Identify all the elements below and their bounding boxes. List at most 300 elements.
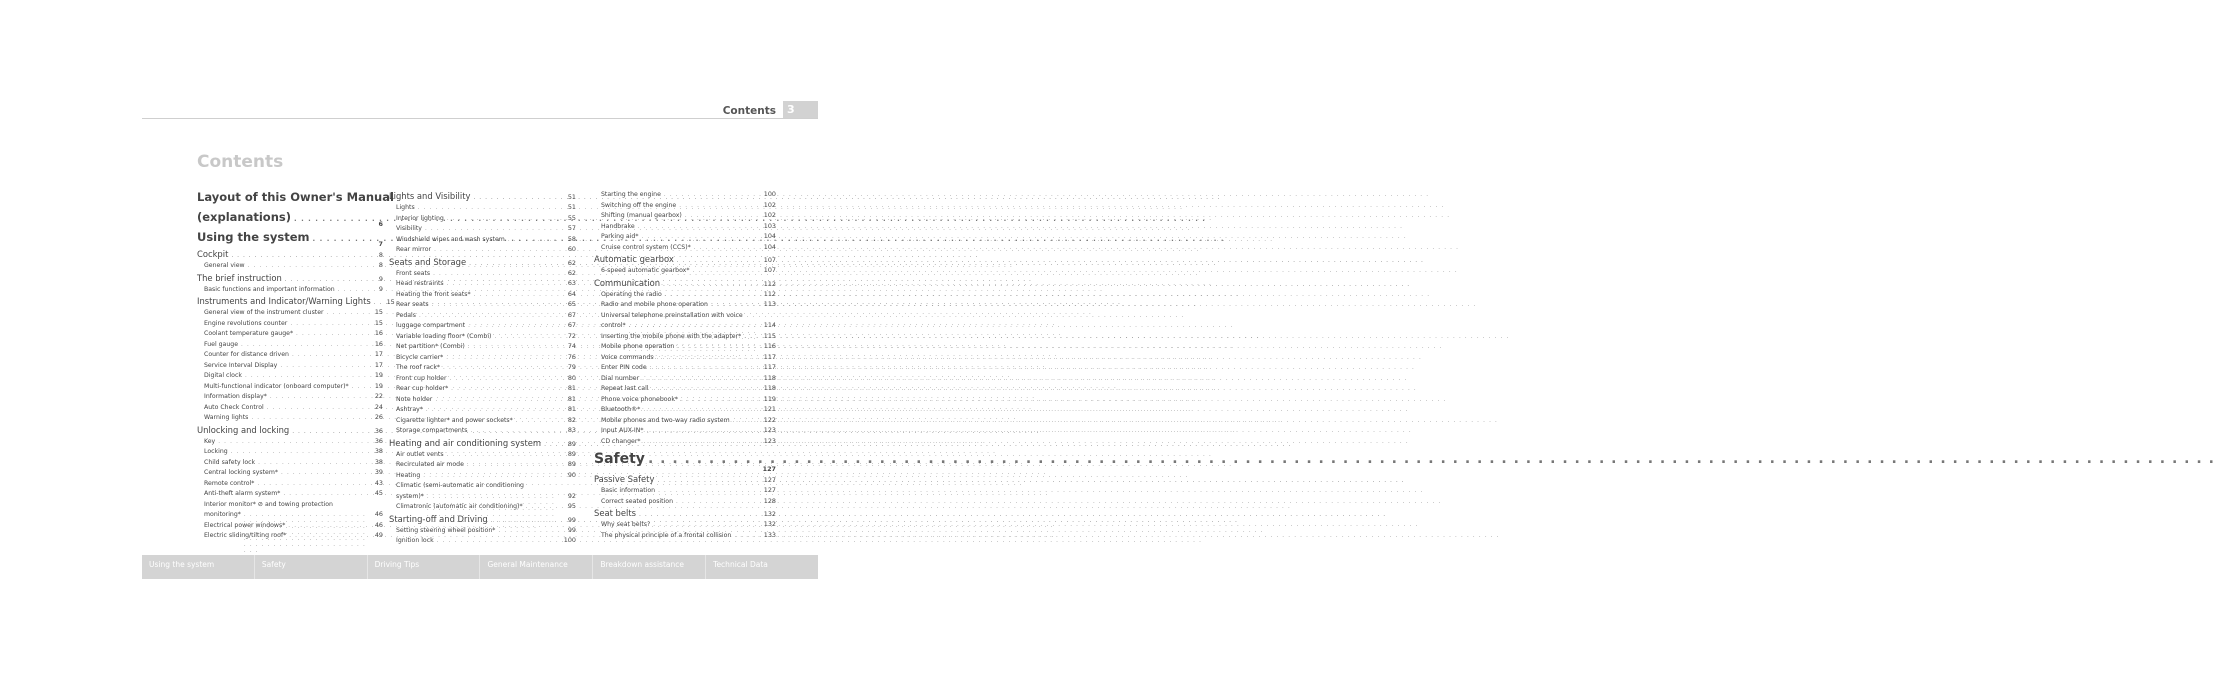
toc-page-number: 104 xyxy=(763,232,776,240)
toc-column-2 xyxy=(389,190,576,547)
leader-dots xyxy=(508,237,559,243)
toc-page-number: 102 xyxy=(763,211,776,219)
toc-entry-label: The roof rack* xyxy=(396,364,441,371)
toc-entry[interactable] xyxy=(594,486,776,497)
toc-entry[interactable] xyxy=(594,311,776,332)
toc-entry-label: Rear mirror xyxy=(396,246,432,253)
toc-entry-label: Engine revolutions counter xyxy=(204,319,288,327)
toc-entry[interactable] xyxy=(594,405,776,416)
toc-entry-label: Parking aid* xyxy=(601,233,639,240)
toc-entry[interactable] xyxy=(389,481,576,502)
toc-page-number: 128 xyxy=(763,496,776,505)
toc-entry-label: Using the system xyxy=(197,230,310,244)
leader-dots xyxy=(643,407,759,413)
toc-entry-label: Cigarette lighter* and power sockets* xyxy=(396,416,513,424)
toc-page-number: 81 xyxy=(567,405,576,413)
toc-entry[interactable] xyxy=(389,311,576,322)
toc-entry-label: Instruments and Indicator/Warning Lights xyxy=(197,296,371,306)
toc-entry-label: Air outlet vents xyxy=(396,450,444,458)
leader-dots xyxy=(245,373,366,379)
toc-entry[interactable] xyxy=(389,269,576,280)
toc-entry[interactable] xyxy=(594,266,776,277)
toc-page-number: 114 xyxy=(763,321,776,329)
toc-entry[interactable] xyxy=(197,458,383,469)
toc-entry[interactable] xyxy=(389,279,576,290)
toc-entry[interactable] xyxy=(389,214,576,225)
leader-dots xyxy=(289,533,366,539)
toc-entry[interactable] xyxy=(197,329,383,340)
leader-dots xyxy=(491,517,559,524)
leader-dots xyxy=(434,247,559,253)
toc-page-number: 132 xyxy=(763,520,776,528)
toc-page-number: 116 xyxy=(763,342,776,350)
toc-page-number: 81 xyxy=(567,384,576,392)
leader-dots xyxy=(423,473,559,479)
toc-entry[interactable] xyxy=(594,342,776,353)
toc-entry-label: Storage compartments xyxy=(396,427,468,434)
toc-entry[interactable] xyxy=(389,384,576,395)
toc-page-number: 64 xyxy=(567,289,576,298)
toc-section-heading[interactable] xyxy=(389,438,576,450)
leader-dots xyxy=(251,415,366,421)
toc-entry-label-line1: Universal telephone preinstallation with voice xyxy=(601,311,743,319)
toc-entry[interactable] xyxy=(197,479,383,490)
toc-entry-label: Central locking system* xyxy=(204,469,278,476)
toc-entry[interactable] xyxy=(594,300,776,311)
leader-dots xyxy=(292,428,366,435)
tab-using-the-system[interactable]: Using the system xyxy=(142,555,255,579)
leader-dots xyxy=(734,533,759,539)
toc-page-number: 119 xyxy=(763,394,776,403)
toc-section-heading[interactable] xyxy=(594,508,776,520)
toc-entry[interactable] xyxy=(594,520,776,531)
leader-dots xyxy=(446,355,559,361)
toc-page-number: 36 xyxy=(374,426,383,435)
leader-dots xyxy=(296,331,366,337)
toc-entry[interactable] xyxy=(197,437,383,448)
toc-page-number: 15 xyxy=(386,298,395,306)
toc-entry-label: Counter for distance driven xyxy=(204,351,289,358)
toc-section-heading[interactable] xyxy=(594,254,776,266)
header-divider xyxy=(142,118,818,119)
toc-page-number: 45 xyxy=(374,489,383,497)
toc-entry-label: Unlocking and locking xyxy=(197,424,290,435)
header-title: Contents xyxy=(722,105,776,117)
leader-dots xyxy=(677,344,759,350)
toc-entry-label: Key xyxy=(204,437,216,445)
toc-entry[interactable] xyxy=(389,353,576,364)
toc-entry[interactable] xyxy=(389,290,576,301)
toc-entry[interactable] xyxy=(389,321,576,332)
toc-section-heading[interactable] xyxy=(197,273,383,285)
toc-entry-label: 6-speed automatic gearbox* xyxy=(601,267,690,274)
toc-entry[interactable] xyxy=(389,416,576,427)
toc-page-number: 43 xyxy=(374,478,383,487)
toc-page-number: 17 xyxy=(374,360,383,369)
toc-entry-label: Shifting (manual gearbox) xyxy=(601,212,682,219)
toc-page-number: 81 xyxy=(567,394,576,403)
toc-entry-label: (explanations) xyxy=(197,210,291,224)
toc-entry-label: control* xyxy=(601,322,626,329)
toc-entry[interactable] xyxy=(197,521,383,532)
tab-general-maintenance[interactable]: General Maintenance xyxy=(480,555,593,579)
toc-section-heading[interactable] xyxy=(197,210,383,228)
toc-entry[interactable] xyxy=(197,392,383,403)
leader-dots xyxy=(685,213,759,219)
toc-entry[interactable] xyxy=(197,361,383,372)
toc-entry[interactable] xyxy=(594,211,776,222)
toc-page-number: 76 xyxy=(567,352,576,361)
toc-page-number: 8 xyxy=(378,251,383,259)
leader-dots xyxy=(516,418,559,424)
leader-dots xyxy=(494,334,559,340)
toc-section-heading[interactable] xyxy=(389,514,576,526)
toc-entry-label: Mobile phones and two-way radio system xyxy=(601,416,730,424)
leader-dots xyxy=(643,439,759,445)
toc-entry-label: Setting steering wheel position* xyxy=(396,526,496,534)
toc-page-number: 113 xyxy=(763,300,776,308)
leader-dots xyxy=(426,407,559,413)
toc-entry[interactable] xyxy=(594,243,776,254)
leader-dots xyxy=(443,365,559,371)
toc-page-number: 9 xyxy=(378,284,383,293)
toc-page-number: 103 xyxy=(763,221,776,230)
toc-entry-label: Electric sliding/tilting roof* xyxy=(204,532,287,539)
toc-entry-label: Head restraints xyxy=(396,280,444,287)
toc-entry[interactable] xyxy=(594,531,776,542)
leader-dots xyxy=(432,302,559,308)
toc-page-number: 107 xyxy=(763,256,776,264)
toc-section-heading[interactable] xyxy=(594,278,776,290)
toc-page-number: 72 xyxy=(567,331,576,340)
toc-page-number: 9 xyxy=(378,274,383,283)
toc-page-number: 132 xyxy=(763,510,776,518)
toc-page-number: 49 xyxy=(374,531,383,539)
toc-entry[interactable] xyxy=(197,308,383,319)
leader-dots xyxy=(231,449,366,455)
toc-entry-label: The brief instruction xyxy=(197,272,282,283)
leader-dots xyxy=(681,397,759,403)
toc-entry[interactable] xyxy=(389,471,576,482)
leader-dots xyxy=(468,344,559,350)
toc-page-number: 55 xyxy=(567,213,576,222)
toc-entry[interactable] xyxy=(389,332,576,343)
leader-dots xyxy=(288,523,366,529)
leader-dots xyxy=(374,299,378,306)
toc-page-number: 127 xyxy=(762,465,776,473)
toc-section-heading[interactable] xyxy=(197,190,394,208)
toc-entry[interactable] xyxy=(389,300,576,311)
toc-section-heading[interactable] xyxy=(594,451,776,473)
toc-entry-label: Correct seated position xyxy=(601,497,674,505)
toc-entry-label: General view of the instrument cluster xyxy=(204,309,324,316)
toc-entry-label: Starting-off and Driving xyxy=(389,513,488,524)
leader-dots xyxy=(744,334,759,340)
tab-safety[interactable]: Safety xyxy=(255,555,368,579)
toc-section-heading[interactable] xyxy=(594,474,776,486)
leader-dots xyxy=(327,310,366,316)
toc-page-number: 123 xyxy=(763,426,776,434)
page-title: Contents xyxy=(197,152,284,172)
toc-page-number: 100 xyxy=(563,536,576,544)
leader-dots xyxy=(733,418,759,424)
toc-column-3 xyxy=(594,190,776,541)
toc-page-number: 38 xyxy=(374,447,383,455)
toc-entry[interactable] xyxy=(389,502,576,513)
leader-dots xyxy=(664,192,759,198)
toc-section-heading[interactable] xyxy=(389,191,576,203)
toc-entry[interactable] xyxy=(594,201,776,212)
leader-dots xyxy=(694,245,759,251)
toc-page-number: 79 xyxy=(567,363,576,371)
toc-page-number: 123 xyxy=(763,436,776,445)
leader-dots xyxy=(447,216,559,222)
toc-entry-label: Remote control* xyxy=(204,479,255,487)
toc-page-number: 51 xyxy=(567,193,576,201)
toc-entry-label-line1: Climatic (semi-automatic air conditioning xyxy=(396,482,524,489)
leader-dots xyxy=(433,271,559,277)
toc-page-number: 15 xyxy=(374,308,383,316)
toc-entry-label: Inserting the mobile phone with the adapter* xyxy=(601,332,742,340)
toc-entry[interactable] xyxy=(197,531,383,542)
toc-entry-label: luggage compartment xyxy=(396,322,466,329)
toc-entry-label: Phone voice phonebook* xyxy=(601,395,679,403)
toc-entry[interactable] xyxy=(389,536,576,547)
toc-page-number: 112 xyxy=(763,279,776,288)
toc-section-heading[interactable] xyxy=(197,230,383,248)
toc-entry-label: Cockpit xyxy=(197,249,229,259)
tab-technical-data[interactable]: Technical Data xyxy=(713,560,768,569)
toc-entry[interactable] xyxy=(594,222,776,233)
toc-page-number: 99 xyxy=(567,515,576,524)
toc-entry-line2 xyxy=(601,321,776,332)
toc-page-number: 16 xyxy=(374,329,383,337)
leader-dots xyxy=(257,481,366,487)
toc-entry[interactable] xyxy=(594,363,776,374)
toc-page-number: 36 xyxy=(374,436,383,445)
toc-page-number: 118 xyxy=(763,373,776,382)
toc-page-number: 46 xyxy=(374,510,383,518)
leader-dots xyxy=(642,376,759,382)
toc-entry[interactable] xyxy=(197,413,383,424)
toc-entry[interactable] xyxy=(197,403,383,414)
leader-dots xyxy=(248,263,366,269)
toc-entry-label: General view xyxy=(204,262,245,269)
tab-breakdown-assistance[interactable]: Breakdown assistance xyxy=(593,555,706,579)
leader-dots xyxy=(281,470,366,476)
toc-page-number: 60 xyxy=(567,245,576,253)
toc-entry[interactable] xyxy=(389,374,576,385)
toc-entry[interactable] xyxy=(197,371,383,382)
toc-entry[interactable] xyxy=(197,319,383,330)
leader-dots xyxy=(267,405,366,411)
toc-entry[interactable] xyxy=(594,190,776,201)
toc-entry[interactable] xyxy=(389,203,576,214)
leader-dots xyxy=(657,477,759,484)
leader-dots xyxy=(418,205,559,211)
leader-dots xyxy=(663,281,759,288)
toc-entry[interactable] xyxy=(389,245,576,256)
leader-dots xyxy=(677,257,759,264)
toc-entry-label: Net partition* (Combi) xyxy=(396,343,465,350)
leader-dots xyxy=(435,397,559,403)
toc-entry[interactable] xyxy=(594,497,776,508)
leader-dots xyxy=(338,287,366,293)
toc-entry-label: CD changer* xyxy=(601,437,641,445)
leader-dots xyxy=(679,203,759,209)
leader-dots xyxy=(641,234,759,240)
leader-dots xyxy=(471,428,560,434)
toc-entry-label: Enter PIN code xyxy=(601,364,647,371)
toc-entry-label-line1: Interior monitor* ⊘ and towing protection xyxy=(204,500,333,508)
toc-entry-label: Locking xyxy=(204,448,228,455)
toc-section-heading[interactable] xyxy=(197,249,383,261)
toc-section-heading[interactable] xyxy=(389,257,576,269)
leader-dots xyxy=(283,491,366,497)
toc-page-number: 89 xyxy=(567,460,576,468)
toc-page-number: 65 xyxy=(567,300,576,308)
leader-dots xyxy=(241,342,366,348)
toc-entry[interactable] xyxy=(594,395,776,406)
toc-entry-label: Bluetooth®* xyxy=(601,406,641,413)
toc-entry-label: Variable loading floor* (Combi) xyxy=(396,332,492,340)
toc-page-number: 83 xyxy=(567,426,576,434)
toc-entry-label: Coolant temperature gauge* xyxy=(204,330,294,337)
toc-entry[interactable] xyxy=(594,332,776,343)
toc-entry-label: Lights xyxy=(396,204,415,211)
toc-entry-label: Communication xyxy=(594,277,661,288)
leader-dots xyxy=(450,376,559,382)
toc-entry[interactable] xyxy=(594,426,776,437)
toc-page-number: 62 xyxy=(567,258,576,267)
toc-page-number: 117 xyxy=(763,352,776,361)
leader-dots xyxy=(447,452,559,458)
leader-dots xyxy=(425,226,559,232)
toc-entry-label: Electrical power windows* xyxy=(204,521,286,529)
toc-entry[interactable] xyxy=(197,500,383,521)
toc-entry[interactable] xyxy=(594,437,776,448)
toc-entry-label: Automatic gearbox xyxy=(594,254,674,264)
toc-entry[interactable] xyxy=(594,384,776,395)
leader-dots xyxy=(218,439,366,445)
leader-dots xyxy=(676,499,759,505)
toc-page-number: 46 xyxy=(374,520,383,529)
toc-entry-line2 xyxy=(396,492,576,503)
toc-entry-label: Seat belts xyxy=(594,508,636,518)
toc-page-number: 15 xyxy=(374,318,383,327)
toc-entry[interactable] xyxy=(197,350,383,361)
leader-dots xyxy=(451,386,559,392)
leader-dots xyxy=(294,215,366,223)
toc-page-number: 8 xyxy=(378,261,383,269)
toc-entry[interactable] xyxy=(389,342,576,353)
toc-entry[interactable] xyxy=(197,447,383,458)
toc-entry-label: Front seats xyxy=(396,269,431,277)
toc-entry-label: Digital clock xyxy=(204,372,242,379)
toc-page-number: 74 xyxy=(567,342,576,350)
toc-entry[interactable] xyxy=(594,290,776,301)
leader-dots xyxy=(468,323,559,329)
toc-entry[interactable] xyxy=(594,353,776,364)
toc-page-number: 127 xyxy=(763,476,776,484)
toc-entry-label: Bicycle carrier* xyxy=(396,353,444,361)
toc-entry[interactable] xyxy=(197,468,383,479)
toc-page-number: 39 xyxy=(374,468,383,476)
toc-page-number: 99 xyxy=(567,525,576,534)
toc-entry-label: Mobile phone operation xyxy=(601,343,675,350)
toc-entry[interactable] xyxy=(389,224,576,235)
toc-entry[interactable] xyxy=(197,285,383,296)
toc-entry-label: Why seat belts? xyxy=(601,521,651,528)
toc-entry-label: Recirculated air mode xyxy=(396,461,464,468)
leader-dots xyxy=(544,441,559,448)
toc-entry-label: Multi-functional indicator (onboard computer)* xyxy=(204,382,349,390)
toc-section-heading[interactable] xyxy=(197,425,383,437)
toc-entry[interactable] xyxy=(389,450,576,461)
toc-entry[interactable] xyxy=(389,235,576,246)
leader-dots xyxy=(313,235,366,243)
toc-entry-label: The physical principle of a frontal collision xyxy=(601,531,732,539)
toc-entry[interactable] xyxy=(197,489,383,500)
leader-dots xyxy=(231,252,366,259)
toc-entry-label: Front cup holder xyxy=(396,374,447,382)
toc-entry[interactable] xyxy=(197,261,383,272)
toc-page-number: 133 xyxy=(763,530,776,539)
toc-column-1 xyxy=(197,190,395,542)
toc-page-number: 17 xyxy=(374,350,383,358)
toc-page-number: 107 xyxy=(763,266,776,274)
toc-page-number: 6 xyxy=(378,220,383,228)
leader-dots xyxy=(498,528,559,534)
section-tab-bar xyxy=(142,555,818,579)
toc-entry-line2 xyxy=(204,510,383,521)
page-number-badge: 3 xyxy=(783,101,818,119)
toc-entry-label: Rear cup holder* xyxy=(396,385,449,392)
toc-page-number: 63 xyxy=(567,279,576,287)
toc-page-number: 102 xyxy=(763,200,776,209)
leader-dots xyxy=(711,302,759,308)
toc-entry-label: monitoring* xyxy=(204,511,241,518)
toc-entry[interactable] xyxy=(197,382,383,393)
toc-page-number: 62 xyxy=(567,268,576,277)
toc-entry[interactable] xyxy=(389,405,576,416)
toc-page-number: 89 xyxy=(567,439,576,448)
leader-dots xyxy=(270,394,366,400)
tab-driving-tips[interactable]: Driving Tips xyxy=(368,555,481,579)
toc-entry-label: Voice commands xyxy=(601,353,654,361)
toc-page-number: 26 xyxy=(374,413,383,421)
toc-entry[interactable] xyxy=(389,426,576,437)
toc-entry[interactable] xyxy=(389,526,576,537)
leader-dots xyxy=(692,268,759,274)
toc-entry[interactable] xyxy=(594,374,776,385)
leader-dots xyxy=(290,321,366,327)
leader-dots xyxy=(258,460,366,466)
toc-entry-label: Basic functions and important information xyxy=(204,285,335,293)
toc-entry[interactable] xyxy=(594,232,776,243)
toc-entry[interactable] xyxy=(389,395,576,406)
leader-dots xyxy=(658,488,759,494)
toc-page-number: 51 xyxy=(567,203,576,211)
toc-section-heading[interactable] xyxy=(197,296,395,308)
toc-entry[interactable] xyxy=(389,363,576,374)
toc-entry[interactable] xyxy=(389,460,576,471)
toc-entry[interactable] xyxy=(594,416,776,427)
toc-page-number: 57 xyxy=(567,224,576,232)
toc-entry[interactable] xyxy=(197,340,383,351)
toc-entry-label: Passive Safety xyxy=(594,474,655,484)
leader-dots xyxy=(650,365,759,371)
